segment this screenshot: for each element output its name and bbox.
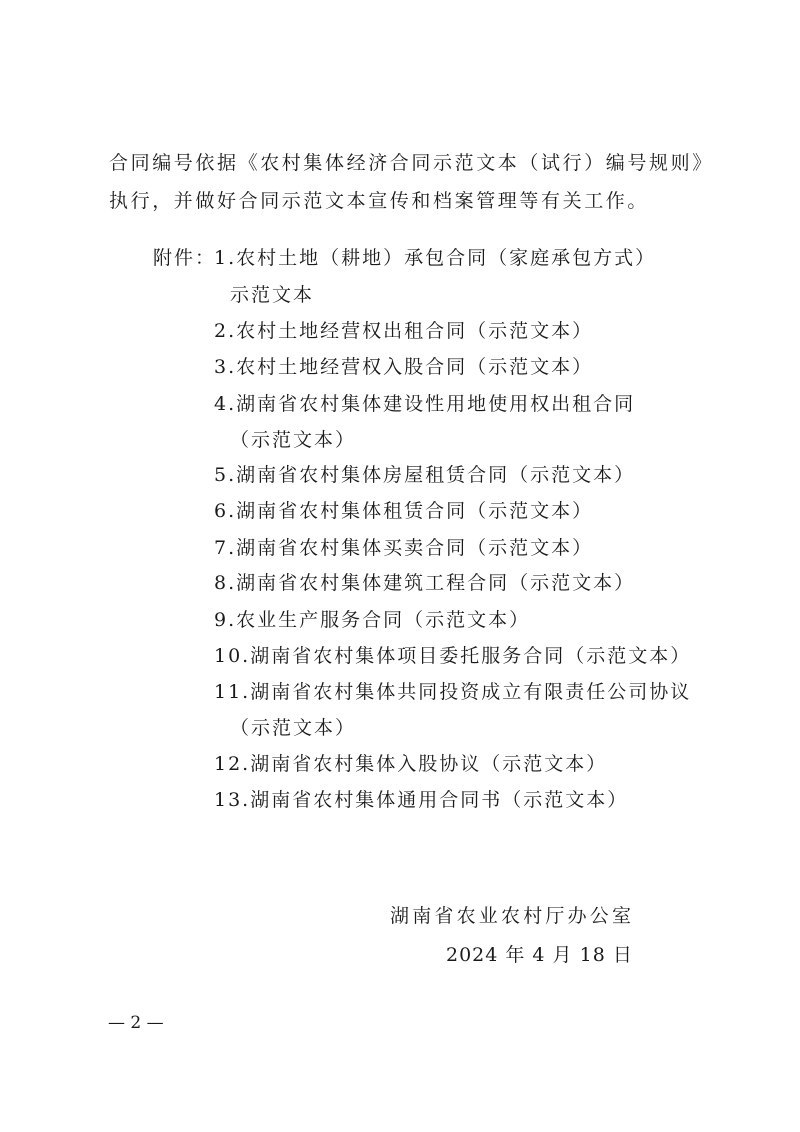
attachment-item-1: 1.农村土地（耕地）承包合同（家庭承包方式） xyxy=(214,247,657,269)
body-text-line-2: 执行，并做好合同示范文本宣传和档案管理等有关工作。 xyxy=(109,190,650,212)
attachment-item-4-continuation: （示范文本） xyxy=(230,429,357,451)
attachment-item-1-continuation: 示范文本 xyxy=(230,284,315,306)
attachment-label: 附件： xyxy=(153,247,217,269)
attachment-item-2: 2.农村土地经营权出租合同（示范文本） xyxy=(214,320,594,342)
attachment-item-6: 6.湖南省农村集体租赁合同（示范文本） xyxy=(214,500,594,522)
body-text-line-1: 合同编号依据《农村集体经济合同示范文本（试行）编号规则》 xyxy=(109,152,714,174)
attachment-item-11-continuation: （示范文本） xyxy=(230,717,357,739)
attachment-item-3: 3.农村土地经营权入股合同（示范文本） xyxy=(214,356,594,378)
attachment-item-5: 5.湖南省农村集体房屋租赁合同（示范文本） xyxy=(214,464,636,486)
signature-date: 2024 年 4 月 18 日 xyxy=(446,944,633,966)
attachment-item-7: 7.湖南省农村集体买卖合同（示范文本） xyxy=(214,537,594,559)
attachment-item-11: 11.湖南省农村集体共同投资成立有限责任公司协议 xyxy=(214,681,692,703)
page-number: — 2 — xyxy=(108,1013,164,1033)
attachment-item-4: 4.湖南省农村集体建设性用地使用权出租合同 xyxy=(214,393,636,415)
signature-organization: 湖南省农业农村厅办公室 xyxy=(390,905,635,927)
attachment-item-12: 12.湖南省农村集体入股协议（示范文本） xyxy=(214,753,608,775)
attachment-item-13: 13.湖南省农村集体通用合同书（示范文本） xyxy=(214,789,629,811)
attachment-item-10: 10.湖南省农村集体项目委托服务合同（示范文本） xyxy=(214,645,692,667)
attachment-item-9: 9.农业生产服务合同（示范文本） xyxy=(214,609,531,631)
attachment-item-8: 8.湖南省农村集体建筑工程合同（示范文本） xyxy=(214,572,636,594)
